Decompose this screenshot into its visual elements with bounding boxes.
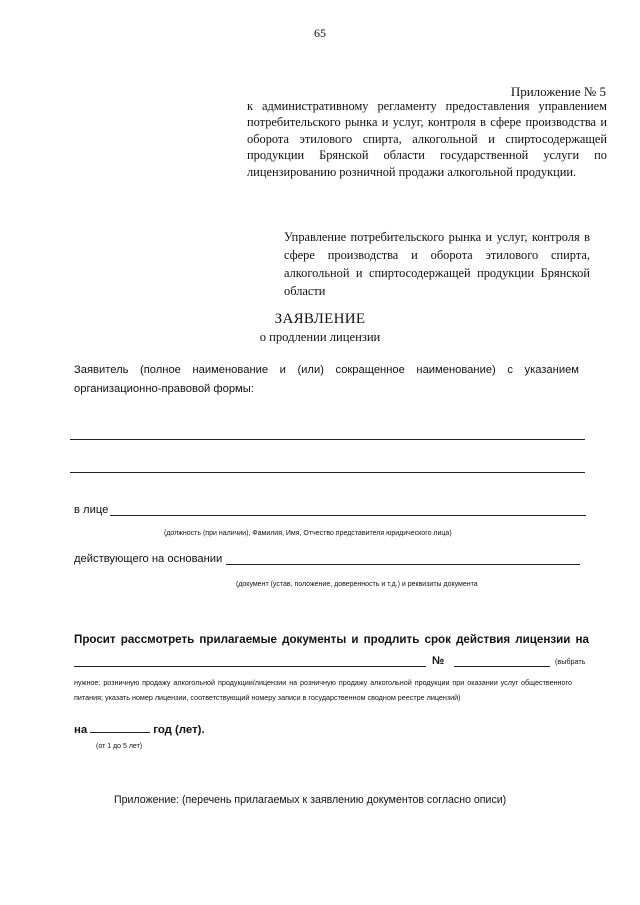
- term-suffix: год (лет).: [153, 724, 205, 736]
- representative-label: в лице: [74, 504, 109, 516]
- term-row: [74, 722, 205, 736]
- request-label: Просит рассмотреть прилагаемые документы и продлить срок действия лицензии на: [74, 633, 589, 646]
- appendix-reference-text: к административному регламенту предоставления управлением потребительского рынка и услуг, контроля в сфере производства и оборота этилового спирта, алкогольной и спиртосодержащей продукции Брянской области государственной услуги по лицензированию розничной продажи алкогольной продукции.: [247, 99, 607, 179]
- basis-input-line[interactable]: [226, 552, 580, 565]
- representative-caption: (должность (при наличии), Фамилия, Имя, Отчество представителя юридического лица): [164, 530, 452, 537]
- recipient-block: Управление потребительского рынка и услуг, контроля в сфере производства и оборота этилового спирта, алкогольной и спиртосодержащей продукции Брянской области: [284, 230, 590, 298]
- applicant-line-2[interactable]: [70, 472, 585, 473]
- license-number-input-line[interactable]: [454, 666, 550, 667]
- basis-caption: (документ (устав, положение, доверенность и т.д.) и реквизиты документа: [236, 581, 478, 588]
- page-number: 65: [314, 26, 326, 40]
- document-subtitle: о продлении лицензии: [259, 330, 381, 344]
- term-caption: (от 1 до 5 лет): [96, 743, 143, 750]
- applicant-line-1[interactable]: [70, 439, 585, 440]
- basis-row: [74, 552, 580, 565]
- term-input-line[interactable]: [90, 722, 150, 733]
- attachment-label: Приложение: (перечень прилагаемых к заявлению документов согласно описи): [114, 794, 507, 806]
- license-number-label: №: [432, 655, 445, 667]
- license-type-input-line[interactable]: [74, 666, 426, 667]
- appendix-label: Приложение № 5: [510, 84, 606, 99]
- select-note: нужное: розничную продажу алкогольной продукции/лицензии на розничную продажу алкогольной продукции при оказании услуг общественного питания; указать номер лицензии, соответствующий номеру записи в государственном сводном реестре лицензий): [74, 678, 572, 702]
- document-title: ЗАЯВЛЕНИЕ: [274, 311, 366, 327]
- choose-label: (выбрать: [555, 657, 586, 666]
- license-row: [74, 655, 589, 669]
- representative-row: [74, 503, 586, 516]
- basis-label: действующего на основании: [74, 553, 223, 565]
- term-prefix: на: [74, 724, 88, 736]
- representative-input-line[interactable]: [110, 503, 586, 516]
- applicant-label: Заявитель (полное наименование и (или) сокращенное наименование) с указанием организационно-правовой формы:: [74, 364, 579, 395]
